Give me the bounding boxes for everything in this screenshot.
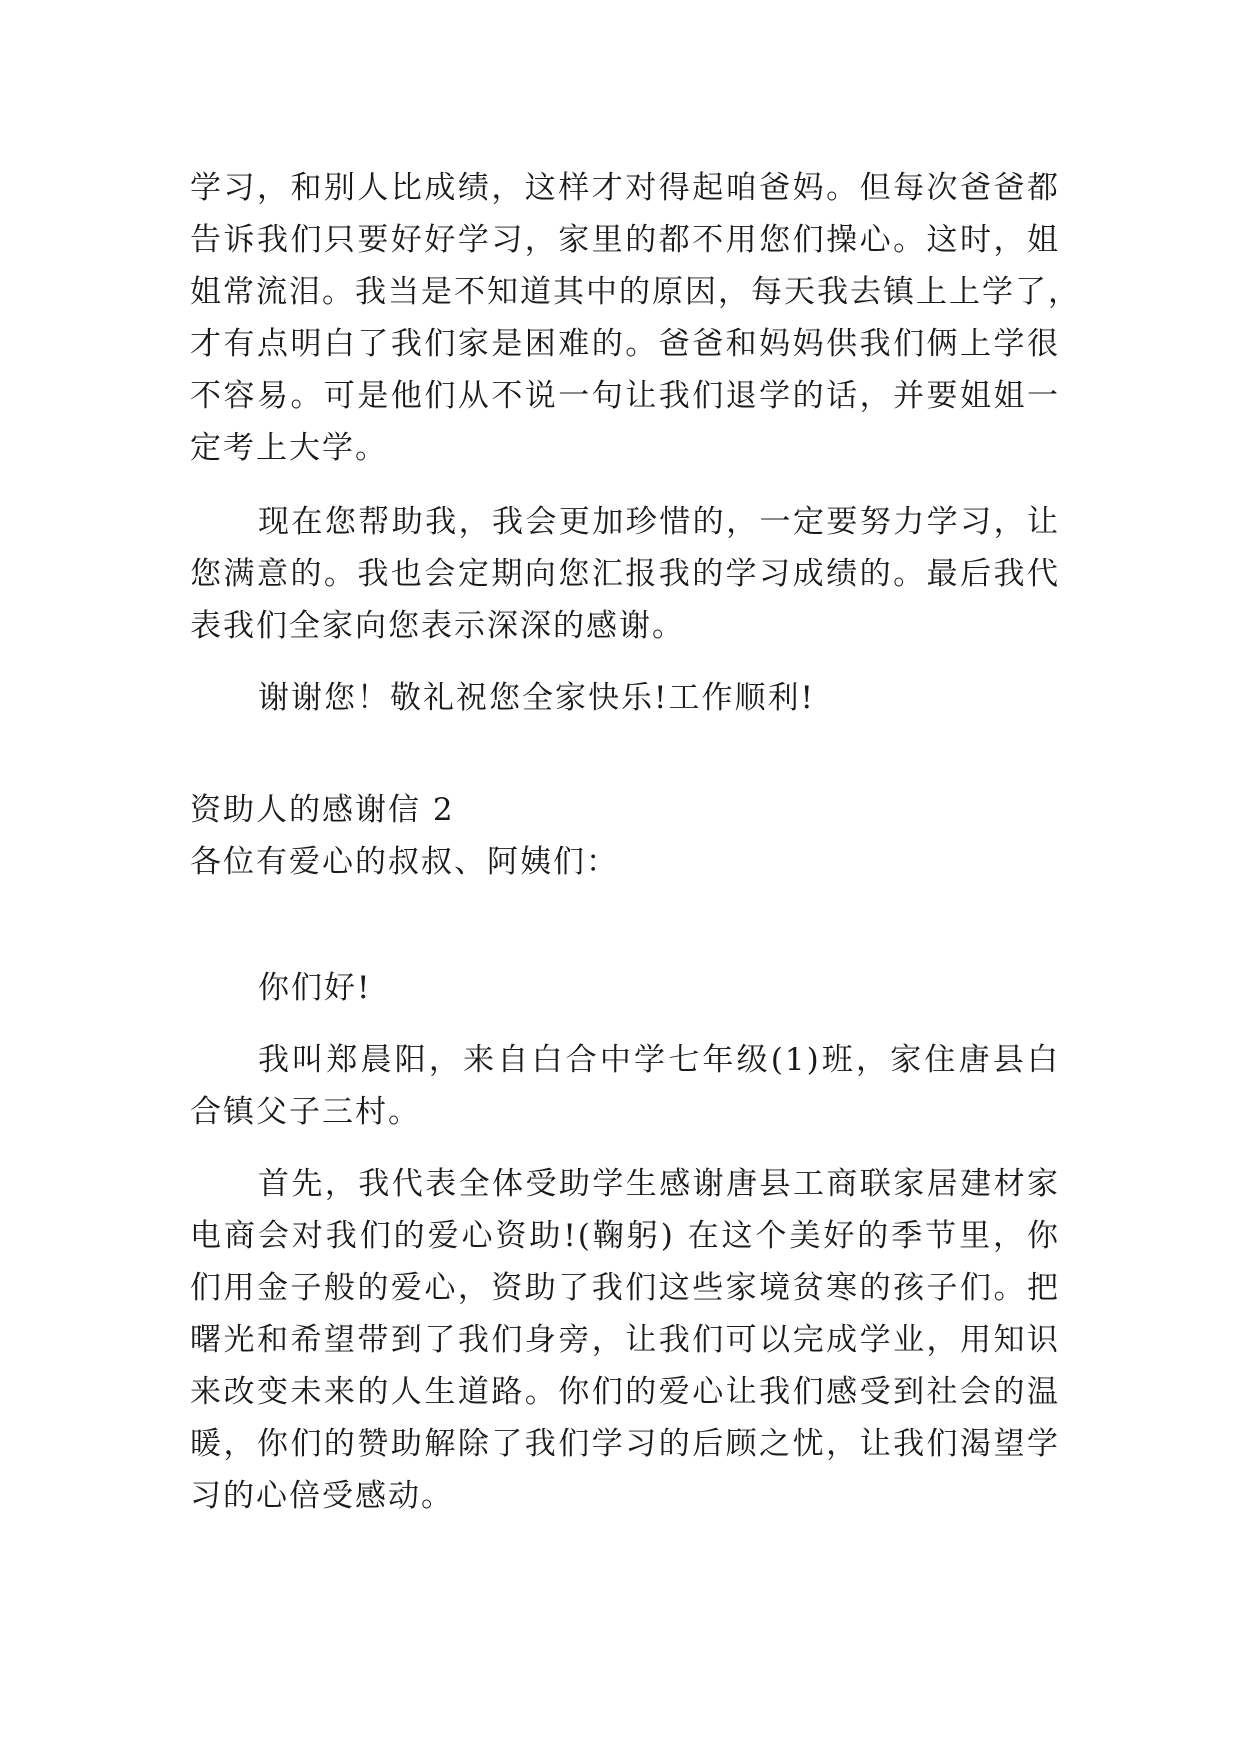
- text-line: 习的心倍受感动。: [190, 1478, 454, 1514]
- text-line: 暖，你们的赞助解除了我们学习的后顾之忧，让我们渴望学: [190, 1426, 1060, 1462]
- section-title: 资助人的感谢信 2: [190, 792, 455, 828]
- text-line: 不容易。可是他们从不说一句让我们退学的话，并要姐姐一: [190, 378, 1060, 414]
- text-line: 合镇父子三村。: [190, 1094, 421, 1130]
- salutation: 各位有爱心的叔叔、阿姨们：: [190, 844, 619, 880]
- text-line: 电商会对我们的爱心资助!(鞠躬) 在这个美好的季节里，你: [190, 1218, 1060, 1254]
- text-line: 表我们全家向您表示深深的感谢。: [190, 608, 685, 644]
- text-line: 来改变未来的人生道路。你们的爱心让我们感受到社会的温: [190, 1374, 1060, 1410]
- text-line: 告诉我们只要好好学习，家里的都不用您们操心。这时，姐: [190, 222, 1060, 258]
- text-line: 才有点明白了我们家是困难的。爸爸和妈妈供我们俩上学很: [190, 326, 1060, 362]
- text-line: 曙光和希望带到了我们身旁，让我们可以完成学业，用知识: [190, 1322, 1060, 1358]
- text-line: 姐常流泪。我当是不知道其中的原因，每天我去镇上上学了，: [190, 274, 1081, 310]
- text-line: 现在您帮助我，我会更加珍惜的，一定要努力学习，让: [258, 504, 1060, 540]
- text-line: 您满意的。我也会定期向您汇报我的学习成绩的。最后我代: [190, 556, 1060, 592]
- text-line: 定考上大学。: [190, 430, 388, 466]
- text-line: 学习，和别人比成绩，这样才对得起咱爸妈。但每次爸爸都: [190, 170, 1060, 206]
- text-line: 我叫郑晨阳，来自白合中学七年级(1)班，家住唐县白: [258, 1042, 1060, 1078]
- text-line: 首先，我代表全体受助学生感谢唐县工商联家居建材家: [258, 1166, 1060, 1202]
- text-line: 谢谢您！敬礼祝您全家快乐!工作顺利!: [258, 680, 815, 716]
- text-line: 们用金子般的爱心，资助了我们这些家境贫寒的孩子们。把: [190, 1270, 1060, 1306]
- greeting: 你们好!: [258, 970, 372, 1006]
